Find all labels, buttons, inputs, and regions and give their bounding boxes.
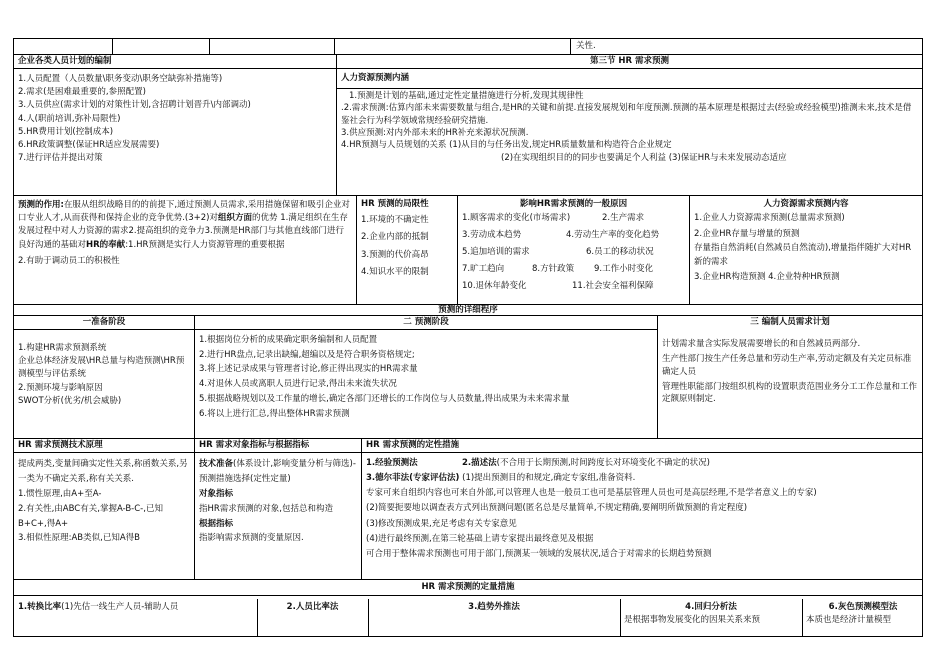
text: 指影响需求预测的变量原因. <box>199 533 304 544</box>
factor: 11.社会安全福利保障 <box>572 281 654 292</box>
text: (1)先估一线生产人员-辅助人员 <box>61 602 179 612</box>
factor: 9.工作小时变化 <box>594 264 654 275</box>
list-item: 1.企业人力资源需求预测(总量需求预测) <box>694 213 845 224</box>
list-item: 4.HR预测与人员规划的关系 (1)从目的与任务出发,规定HR质量数量和构造符合企业规定 <box>341 140 672 151</box>
list-item: 2.进行HR盘点,记录出缺编,超编以及是符合职务资格规定; <box>199 349 415 360</box>
list-item: 生产性部门按生产任务总量和劳动生产率,劳动定额及有关定员标准确定人员 <box>662 354 912 377</box>
method: 2.人员比率法 <box>286 602 339 612</box>
list-item: (2)简要扼要地以调查表方式列出预测问题(匿名总是尽量简单,不规定精确,要阐明所做预测的肯定程度) <box>366 503 748 514</box>
list-item: 企业总体经济发展\HR总量与构造预测\HR预测模型与评估系统 <box>18 356 185 380</box>
list-item: 1.预测是计划的基础,通过定性定量措施进行分析,发现其规律性 <box>349 91 584 102</box>
list-item: 1.环境的不确定性 <box>361 215 429 226</box>
plan-box <box>13 54 337 196</box>
plan-title: 企业各类人员计划的编制 <box>14 55 336 69</box>
list-item: 3.预测的代价高昂 <box>361 249 429 260</box>
label: 根据指标 <box>199 518 234 529</box>
list-item: (3)修改预测成果,充足考虑有关专家意见 <box>366 518 517 529</box>
method: 1.经验预测法 <box>366 458 418 469</box>
method: 3.德尔菲法(专家评估法) <box>366 473 460 484</box>
role-text: 2.有助于调动员工的积极性 <box>18 255 120 266</box>
list-item: 管理性职能部门按组织机构的设置职责范围业务分工工作总量和工作定额原则制定. <box>662 381 918 405</box>
procedure-title: 预测的详细程序 <box>438 305 498 315</box>
object-title: HR 需求对象指标与根据指标 <box>195 439 361 453</box>
limitations-box <box>356 195 458 305</box>
list-item: 2.需求(是困难最重要的,参照配置) <box>18 87 146 98</box>
factor: 10.退休年龄变化 <box>462 281 527 292</box>
forecast-connotation-box <box>336 54 923 196</box>
list-item: 2.企业HR存量与增量的预测 <box>694 228 800 239</box>
role-text: :1.HR预测是实行人力资源管理的重要根据 <box>125 239 285 250</box>
text: 是根据事物发展变化的因果关系来预 <box>624 615 761 625</box>
factor: 4.劳动生产率的变化趋势 <box>566 230 660 241</box>
list-item: 3.人员供应(需求计划的对策性计划,含招聘计划晋升\内部调动) <box>18 100 251 111</box>
plan-list <box>14 69 336 166</box>
section3-title: 第三节 HR 需求预测 <box>337 55 922 69</box>
factor: 5.追加培训的需求 <box>462 247 530 258</box>
list-item: (4)进行最终预测,在第三轮基础上请专家提出最终意见及根据 <box>366 533 594 544</box>
object-indicator-box <box>194 438 362 580</box>
list-item: (2)在实现组织目的的同步也要满足个人利益 (3)保证HR与未来发展动态适应 <box>501 152 787 163</box>
list-item: SWOT分析(优劣/机会威胁) <box>18 395 122 406</box>
list-item: 3.相似性原理:AB类似,已知A得B <box>18 533 140 544</box>
list-item: 5.HR费用计划(控制成本) <box>18 126 114 137</box>
list-item: 3.将上述记录成果与管理者讨论,修正得出现实的HR需求量 <box>199 364 418 375</box>
text: (体系设计,影响变量分析与筛选)-预测措施选择(定性定量) <box>199 459 356 484</box>
list-item: 7.进行评估并提出对策 <box>18 153 103 164</box>
method: 6.灰色预测模型法 <box>828 602 898 612</box>
stage3-title: 三 编制人员需求计划 <box>750 317 830 327</box>
list-item: 4.人(职前培训,弥补局限性) <box>18 113 121 124</box>
tech-principle-box <box>13 438 195 580</box>
list-item: 专家可来自组织内容也可来自外部,可以管理人也是一般员工也可是基层管理人员也可是高层经理,不是学者意义上的专家) <box>366 488 817 499</box>
factors-title: 影响HR需求预测的一般原因 <box>519 199 628 209</box>
factor: 1.顾客需求的变化(市场需求) <box>462 213 571 224</box>
stage1-title: 一准备阶段 <box>14 316 194 330</box>
list-item: 存量指自然消耗(自然减员自然流动),增量指伴随扩大对HR新的需求 <box>694 243 912 268</box>
list-item: 3.供应预测:对内外部未来的HR补充来源状况预测. <box>341 128 529 139</box>
list-item: 6.将以上进行汇总,得出整体HR需求预测 <box>199 408 350 419</box>
stage1-box <box>13 315 195 439</box>
text: 本质也是经济计量模型 <box>806 615 892 625</box>
tech-title: HR 需求预测技术原理 <box>14 439 194 453</box>
stage3-box <box>657 315 923 439</box>
role-bold: HR的奉献 <box>86 239 126 250</box>
label: 技术准备 <box>199 459 234 470</box>
list-item: 可合用于整体需求预测也可用于部门,预测某一领域的发展状况,适合于对需求的长期趋势预测 <box>366 548 712 559</box>
list-item: 2.有关性,由ABC有关,掌握A-B-C-,已知B+C+,得A+ <box>18 503 163 529</box>
stage2-box <box>194 315 658 439</box>
text: (1)提出预测目的和规定,确定专家组,准备资料. <box>462 473 636 484</box>
factor: 3.劳动成本趋势 <box>462 230 522 241</box>
list-item: 5.根据战略规划以及工作量的增长,确定各部门还增长的工作岗位与人员数量,得出成果为未来需求量 <box>199 393 570 404</box>
stage2-title: 二 预测阶段 <box>195 316 657 330</box>
forecast-content-box <box>689 195 923 305</box>
qualitative-box <box>361 438 923 580</box>
factors-box <box>457 195 690 305</box>
list-item: 计划需求量含实际发展需要增长的和自然减员两部分. <box>662 339 861 350</box>
method: 1.转换比率 <box>18 602 62 612</box>
list-item: 2.企业内部的抵制 <box>361 232 429 243</box>
qualitative-title: HR 需求预测的定性措施 <box>362 439 922 453</box>
role-text: 的优势 1.满足组织在生存发展过程中对人力资源的需求2.提高组织的竞争力3.预测是HR部门与其他直线部门进行良好沟通的基础对 <box>18 213 348 250</box>
list-item: .2.需求预测:估算内部未来需要数量与组合,是HR的关键和前提.直接发展规划和年度预测.预测的基本原理是根据过去(经验或经验模型)推测未来,技术是借鉴社会行为科学领域常规经验研究措施. <box>341 103 912 126</box>
text: (不合用于长期预测,时间跨度长对环境变化不确定的状况) <box>496 458 710 469</box>
content-title: 人力资源需求预测内容 <box>763 199 849 209</box>
list-item: 3.企业HR构造预测 4.企业特种HR预测 <box>694 271 840 282</box>
factor: 2.生产需求 <box>602 213 645 224</box>
list-item: 2.预测环境与影响原因 <box>18 382 103 393</box>
role-bold: 组织方面 <box>217 213 252 224</box>
quantitative-title: HR 需求预测的定量措施 <box>14 580 922 596</box>
limitations-title: HR 预测的局限性 <box>361 199 429 209</box>
list-item: 1.根据岗位分析的成果确定职务编制和人员配置 <box>199 335 378 346</box>
top-right-text: 关性. <box>576 41 596 51</box>
text: 指HR需求预测的对象,包括总和构造 <box>199 503 334 514</box>
method: 4.回归分析法 <box>685 602 737 612</box>
list-item: 1.人员配置（人员数量\职务变动\职务空缺弥补措施等) <box>18 74 223 85</box>
factor: 8.方针政策 <box>532 264 575 275</box>
method: 3.趋势外推法 <box>468 602 520 612</box>
factor: 6.员工的移动状况 <box>586 247 654 258</box>
forecast-role-box <box>13 195 357 305</box>
method: 2.描述法 <box>462 458 497 469</box>
list-item: 1.惯性原理,由A+至A- <box>18 488 102 499</box>
top-header-row <box>13 38 923 55</box>
list-item: 6.HR政策调整(保证HR适应发展需要) <box>18 139 160 150</box>
list-item: 1.构建HR需求预测系统 <box>18 343 107 354</box>
quantitative-box <box>13 579 923 637</box>
list-item: 4.知识水平的限制 <box>361 267 429 278</box>
label: 对象指标 <box>199 488 234 499</box>
connotation-title: 人力资源预测内涵 <box>341 73 410 84</box>
list-item: 提成两类,变量间确实定性关系,称函数关系,另一类为不确定关系,称有关关系. <box>18 459 188 484</box>
role-title: 预测的作用: <box>18 200 64 210</box>
factor: 7.旷工趋向 <box>462 264 505 275</box>
list-item: 4.对退休人员或离职人员进行记录,得出未来流失状况 <box>199 379 397 390</box>
role-text: 在服从组织战略目的的前提下,通过预测人员需求,采用措施保留和吸引企业对口专业人才,从而获得和保持企业的竞争优势.(3+2)对 <box>18 200 350 224</box>
